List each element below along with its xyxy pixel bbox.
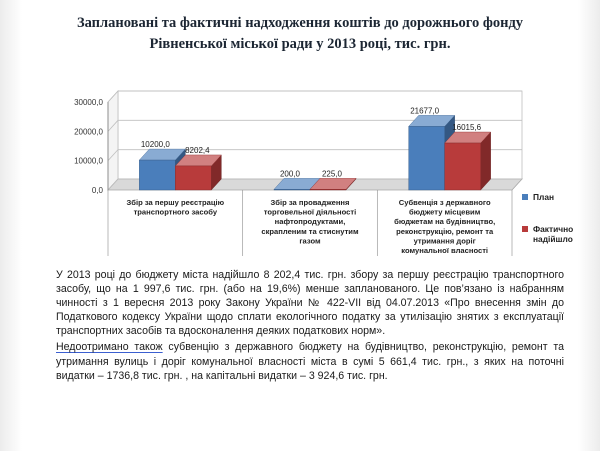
legend-label-line: надійшло <box>533 234 573 244</box>
bar <box>409 126 445 190</box>
y-tick-label: 20000,0 <box>74 127 103 137</box>
bar-value-label: 8202,4 <box>185 145 210 155</box>
bar-value-label: 10200,0 <box>140 140 170 150</box>
category-label-line: утримання доріг <box>413 236 476 246</box>
category-label-line: бюджетам на будівництво, <box>394 217 496 227</box>
legend-label-line: План <box>533 192 555 202</box>
bar <box>445 143 481 190</box>
chart-side-wall <box>108 91 118 190</box>
bar <box>274 189 310 190</box>
category-label-line: транспортного засобу <box>133 207 218 217</box>
body-text <box>56 268 564 385</box>
bar-value-label: 21677,0 <box>410 106 440 116</box>
chart-category-labels <box>108 190 512 256</box>
category-label-line: торговельної діяльності <box>263 207 357 217</box>
legend-swatch <box>522 226 528 232</box>
bar-value-label: 200,0 <box>279 169 301 179</box>
y-tick-label: 0,0 <box>91 186 103 195</box>
legend-label-line: Фактично <box>533 224 574 234</box>
category-label-line: газом <box>299 236 321 246</box>
category-label-line: скрапленим та стиснутим <box>261 226 359 236</box>
bar <box>175 166 211 190</box>
y-tick-label: 10000,0 <box>74 156 103 166</box>
bar <box>139 160 175 190</box>
category-label-line: Збір за провадження <box>270 198 350 207</box>
legend-label <box>533 224 573 244</box>
category-label <box>127 198 225 217</box>
category-label <box>261 198 359 245</box>
category-label-line: комунальної власності <box>401 246 489 255</box>
chart-title-line-1: Заплановані та фактичні надходження коштів до дорожнього фонду <box>76 15 524 31</box>
chart-legend <box>522 192 573 244</box>
paragraph-2 <box>56 340 564 382</box>
paragraph-1: У 2013 році до бюджету міста надійшло 8 202,4 тис. грн. збору за першу реєстрацію транспортного засобу, що на 1 997,6 тис. грн. (або на 19,6%) менше запланованого. Це пов’язано із набранням чинності з 1 вересня 2013 року Закону України № 422-VII від 04.07.2013 «Про внесення змін до Податкового кодексу України щодо сплати екологічного податку за утилізацію знятих з експлуатації транспортних засобів та вдосконалення деяких податкових норм». <box>56 269 564 338</box>
category-label-line: Збір за першу реєстрацію <box>126 198 225 207</box>
y-tick-label: 30000,0 <box>74 98 103 107</box>
legend-label <box>533 192 554 202</box>
chart-axes <box>74 98 108 195</box>
category-label-line: бюджету місцевим <box>408 207 481 217</box>
bar <box>310 189 346 190</box>
paragraph-2-rest: субвенцію з державного бюджету на будівництво, реконструкцію, ремонт та утримання вулиць і доріг комунальної власності міста в сумі 5 661,4 тис. грн., з яких на поточні видатки – 1736,8 тис. грн. , на капітальні видатки – 3 924,6 тис. грн. <box>56 341 564 382</box>
category-label-line: нафтопродуктами, <box>274 217 346 227</box>
chart-title-line-2: Рівненської міської ради у 2013 році, тис. грн. <box>149 36 451 52</box>
legend-swatch <box>522 194 528 200</box>
bar-value-label: 225,0 <box>321 169 343 179</box>
category-label <box>394 198 495 255</box>
category-label-line: реконструкцію, ремонт та <box>396 226 494 236</box>
category-label-line: Субвенція з державного <box>398 198 491 207</box>
paragraph-2-underlined-lead: Недоотримано також <box>56 341 163 354</box>
bar-value-label: 16015,6 <box>452 123 482 133</box>
